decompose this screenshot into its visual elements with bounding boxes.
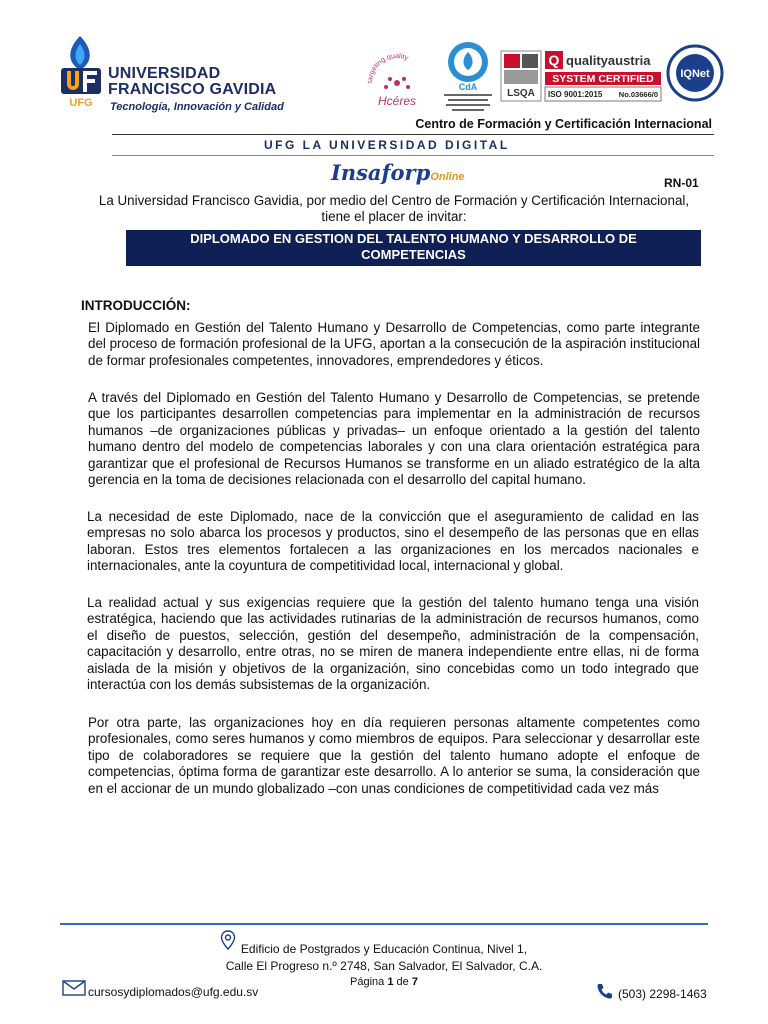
ufg-logo [58,34,104,110]
contact-phone[interactable]: (503) 2298-1463 [618,987,707,1001]
university-name: UNIVERSIDAD FRANCISCO GAVIDIA [108,65,277,98]
header-divider-bottom [112,155,714,156]
envelope-icon [62,980,86,996]
svg-text:targeting quality: targeting quality [366,53,410,84]
insaforp-logo: InsaforpOnline [331,160,465,185]
cda-logo [438,40,498,118]
qualityaustria-logo [544,50,662,102]
program-title-banner: DIPLOMADO EN GESTION DEL TALENTO HUMANO Y DESARROLLO DE COMPETENCIAS [126,230,701,266]
svg-text:Q: Q [548,52,560,68]
svg-text:SYSTEM CERTIFIED: SYSTEM CERTIFIED [552,73,654,85]
iqnet-logo [666,44,724,102]
university-tagline: Tecnología, Innovación y Calidad [110,101,284,113]
page-indicator: Página 1 de 7 [350,976,418,988]
invitation-text: La Universidad Francisco Gavidia, por medio del Centro de Formación y Certificación Internacional, tiene el placer de invitar: [98,193,690,224]
paragraph: A través del Diplomado en Gestión del Talento Humano y Desarrollo de Competencias, se pretende que los participantes desarrollen competencias para implementar en la administración de recursos humanos –de organizaciones públicas y privadas– un enfoque orientado a la gestión del talento humano dentro del modelo de competencias laborales y con una clara orientación estratégica para garantizar que el profesional de Recursos Humanos se transforme en un aliado estratégico de la alta gerencia en la toma de decisiones relacionada con el desarrollo del capital humano. [88,390,700,488]
digital-tagline: UFG LA UNIVERSIDAD DIGITAL [264,138,510,152]
contact-email[interactable]: cursosydiplomados@ufg.edu.sv [88,985,259,999]
footer-divider [60,923,708,925]
centro-heading: Centro de Formación y Certificación Internacional [415,117,712,131]
svg-text:ISO 9001:2015: ISO 9001:2015 [548,90,603,99]
svg-text:No.03666/0: No.03666/0 [618,90,658,99]
svg-text:LSQA: LSQA [507,88,535,99]
paragraph: Por otra parte, las organizaciones hoy en día requieren personas altamente competentes como profesionales, como seres humanos y como miembros de equipos. Para seleccionar y desarrollar este tipo de colaboradores se requiere que la gestión del talento humano adopte el enfoque de competencias, óptima forma de garantizar este desarrollo. A lo anterior se suma, la consideración que en el accionar de un mundo globalizado –con unas condiciones de competitividad cada vez más [88,715,700,796]
section-heading: INTRODUCCIÓN: [81,298,191,313]
svg-text:IQNet: IQNet [680,68,710,80]
svg-text:Hcéres: Hcéres [377,94,417,108]
hceres-logo [362,43,432,111]
header-divider-top [112,134,714,135]
paragraph: La necesidad de este Diplomado, nace de la convicción que el aseguramiento de calidad en las empresas no solo abarca los procesos y productos, sino el desempeño de las personas que en ellas laboran. Estos tres elementos fortalecen a las organizaciones en los mercados nacionales e internacionales, ante la coyuntura de competitividad local, internacional y global. [87,509,699,574]
lsqa-logo [500,50,542,102]
paragraph: El Diplomado en Gestión del Talento Humano y Desarrollo de Competencias, como parte integrante del proceso de formación profesional de la UFG, aportan a la consecución de la aspiración institucional de formar profesionales competentes, innovadores, emprendedores y éticos. [88,320,700,368]
footer-address: Edificio de Postgrados y Educación Continua, Nivel 1, Calle El Progreso n.º 2748, San Salvador, El Salvador, C.A. [225,942,543,973]
svg-text:UFG: UFG [69,97,93,109]
document-code: RN-01 [664,176,699,190]
phone-icon [596,982,614,1000]
svg-text:CdA: CdA [458,82,478,92]
svg-text:qualityaustria: qualityaustria [566,53,651,68]
paragraph: La realidad actual y sus exigencias requiere que la gestión del talento humano tenga una visión estratégica, haciendo que las actividades rutinarias de la administración de recursos humanos, como el diseño de puestos, selección, gestión del desempeño, administración de la compensación, capacitación y desarrollo, entre otras, no se miren de manera independiente entre ellas, ni de forma aislada de la misión y objetivos de la organización, sino concebidas como un todo integrado que interactúa con los demás subsistemas de la organización. [87,595,699,693]
